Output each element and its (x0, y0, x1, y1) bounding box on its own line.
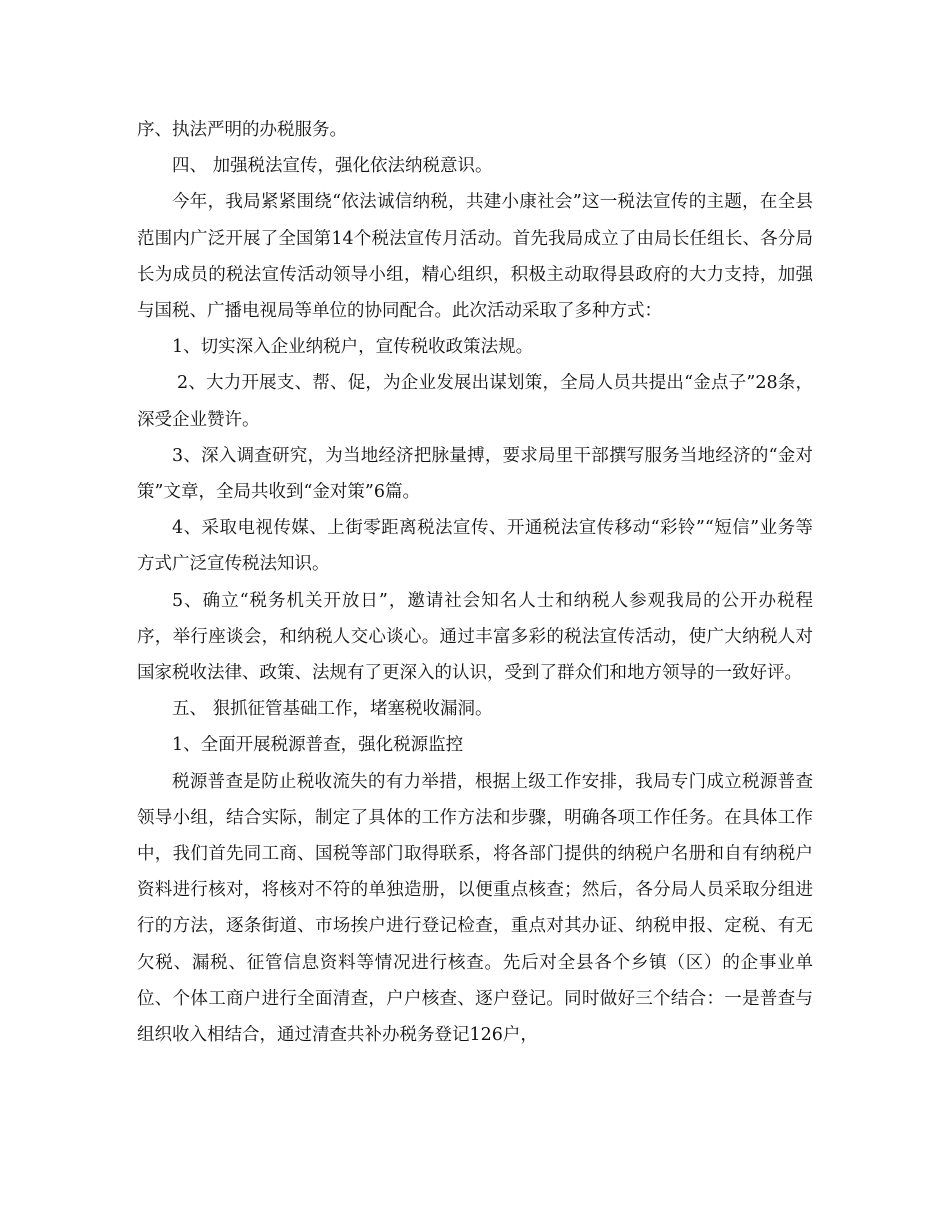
paragraph-tax-publicity: 今年，我局紧紧围绕“依法诚信纳税，共建小康社会”这一税法宣传的主题，在全县范围内广泛开展了全国第14个税法宣传月活动。首先我局成立了由局长任组长、各分局长为成员的税法宣传活动领导小组，精心组织，积极主动取得县政府的大力支持，加强与国税、广播电视局等单位的协同配合。此次活动采取了多种方式： (137, 192, 813, 322)
document-body (137, 112, 813, 1053)
section-heading-five: 五、 狠抓征管基础工作，堵塞税收漏洞。 (172, 699, 493, 720)
paragraph-continuation: 序、执法严明的办税服务。 (137, 120, 347, 140)
subheading-tax-source-survey: 1、全面开展税源普查，强化税源监控 (172, 735, 464, 756)
section-heading-four: 四、 加强税法宣传，强化依法纳税意识。 (172, 156, 493, 177)
list-item-5: 5、确立“税务机关开放日”，邀请社会知名人士和纳税人参观我局的公开办税程序，举行座谈会，和纳税人交心谈心。通过丰富多彩的税法宣传活动，使广大纳税人对国家税收法律、政策、法规有了更深入的认识，受到了群众们和地方领导的一致好评。 (137, 590, 813, 684)
list-item-4: 4、采取电视传媒、上街零距离税法宣传、开通税法宣传移动“彩铃”“短信”业务等方式广泛宣传税法知识。 (137, 518, 813, 575)
list-item-1: 1、切实深入企业纳税户，宣传税收政策法规。 (172, 337, 534, 358)
list-item-2: 2、大力开展支、帮、促，为企业发展出谋划策，全局人员共提出“金点子”28条，深受企业赞许。 (137, 373, 813, 430)
list-item-3: 3、深入调查研究，为当地经济把脉量搏，要求局里干部撰写服务当地经济的“金对策”文章，全局共收到“金对策”6篇。 (137, 445, 813, 503)
paragraph-tax-source-survey: 税源普查是防止税收流失的有力举措，根据上级工作安排，我局专门成立税源普查领导小组，结合实际，制定了具体的工作方法和步骤，明确各项工作任务。在具体工作中，我们首先同工商、国税等部门取得联系，将各部门提供的纳税户名册和自有纳税户资料进行核对，将核对不符的单独造册，以便重点核查；然后，各分局人员采取分组进行的方法，逐条街道、市场挨户进行登记检查，重点对其办证、纳税申报、定税、有无欠税、漏税、征管信息资料等情况进行核查。先后对全县各个乡镇（区）的企事业单位、个体工商户进行全面清查，户户核查、逐户登记。同时做好三个结合：一是普查与组织收入相结合，通过清查共补办税务登记126户， (137, 771, 813, 1046)
